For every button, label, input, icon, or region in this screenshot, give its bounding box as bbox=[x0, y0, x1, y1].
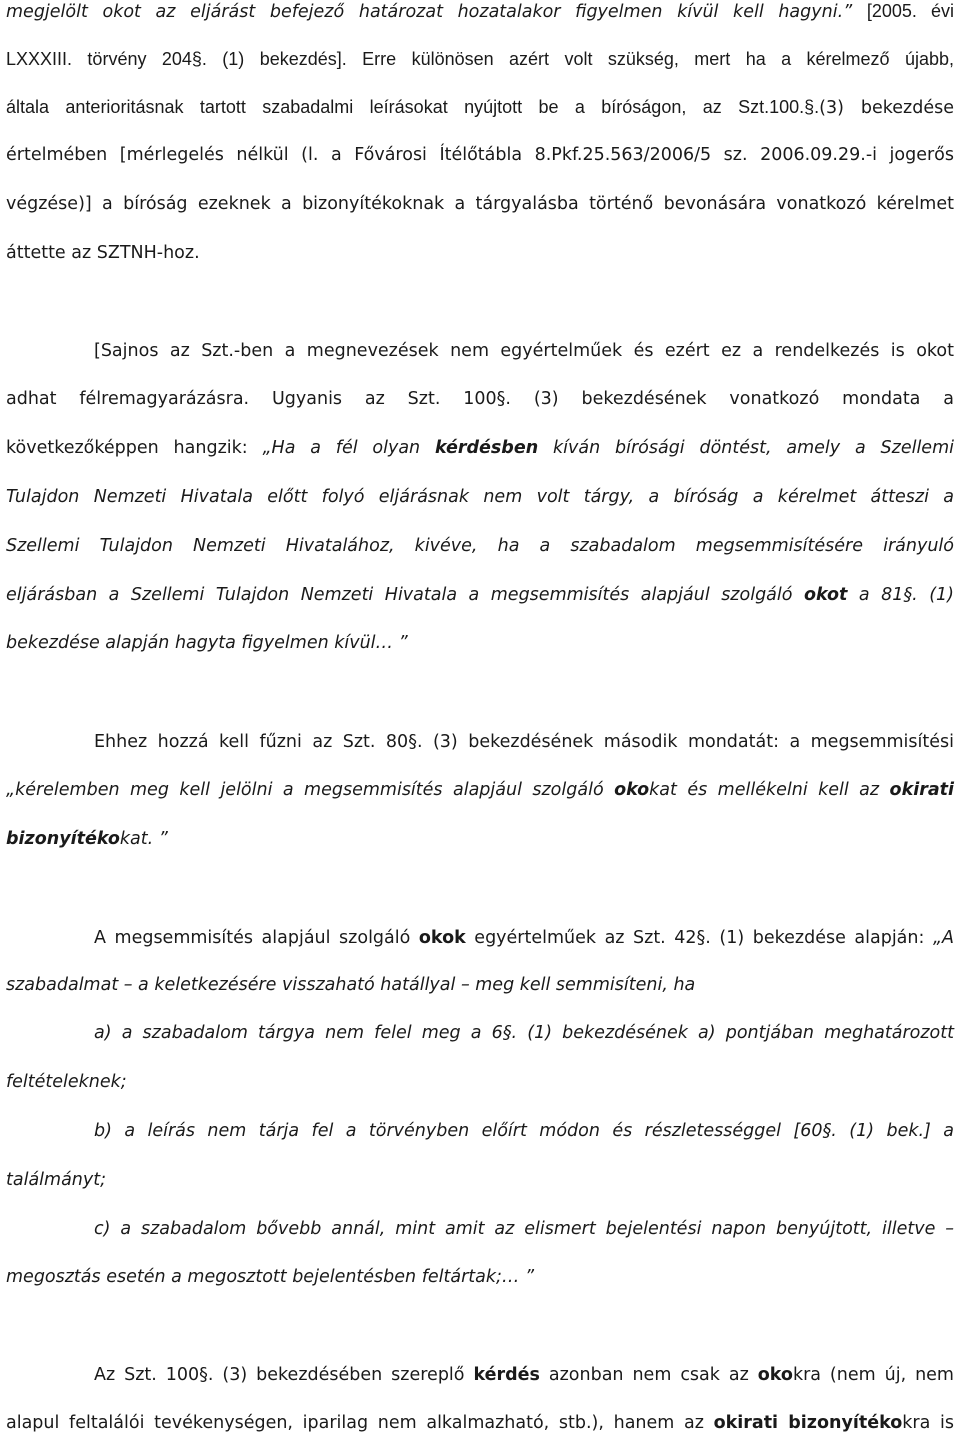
text-run: A megsemmisítés alapjául szolgáló bbox=[94, 928, 419, 948]
text-run: LXXXIII. törvény 204§. (1) bekezdés]. Erre különösen azért volt szükség, mert ha a kérelmező újabb, bbox=[6, 49, 954, 69]
text-line bbox=[6, 1167, 954, 1193]
text-run: oko bbox=[757, 1365, 793, 1385]
text-line bbox=[6, 1410, 954, 1436]
text-line bbox=[6, 533, 954, 559]
text-line bbox=[6, 484, 954, 510]
text-run: értelmében [mérlegelés nélkül (l. a Fővárosi Ítélőtábla 8.Pkf.25.563/2006/5 sz. 2006.09.29.-i jogerős bbox=[6, 145, 954, 165]
text-run: c) a szabadalom bővebb annál, mint amit az elismert bejelentési napon benyújtott, illetve – bbox=[94, 1219, 954, 1239]
text-line bbox=[6, 0, 954, 24]
text-line bbox=[94, 1216, 954, 1242]
text-run: következőképpen hangzik: bbox=[6, 438, 263, 458]
text-line bbox=[6, 630, 954, 656]
text-run: eljárásban a Szellemi Tulajdon Nemzeti Hivatala a megsemmisítés alapjául szolgáló bbox=[6, 585, 804, 605]
text-line bbox=[6, 386, 954, 412]
text-run: [2005. évi bbox=[866, 1, 955, 21]
text-line bbox=[6, 191, 954, 217]
text-run: feltételeknek; bbox=[6, 1072, 127, 1092]
text-run: kat. ” bbox=[119, 829, 168, 849]
text-run: okot bbox=[803, 585, 848, 605]
text-run: „kérelemben meg kell jelölni a megsemmisítés alapjául szolgáló bbox=[6, 780, 615, 800]
text-line bbox=[94, 1020, 954, 1046]
text-run: egyértelműek az Szt. 42§. (1) bekezdése alapján: bbox=[465, 928, 933, 948]
text-line bbox=[6, 826, 954, 852]
text-line bbox=[6, 240, 954, 266]
text-run: bizonyítéko bbox=[6, 829, 120, 849]
text-run: [Sajnos az Szt.-ben a megnevezések nem egyértelműek és ezért ez a rendelkezés is okot bbox=[94, 341, 954, 361]
text-line bbox=[94, 338, 954, 364]
text-line bbox=[6, 46, 954, 72]
text-run: kíván bírósági döntést, amely a Szellemi bbox=[538, 438, 954, 458]
text-run: bekezdése alapján hagyta figyelmen kívül… ” bbox=[6, 633, 408, 653]
text-run: okirati bbox=[889, 780, 955, 800]
text-line bbox=[94, 729, 954, 755]
text-line bbox=[6, 1069, 954, 1095]
text-line bbox=[94, 1118, 954, 1144]
text-run: kra (nem új, nem bbox=[792, 1365, 954, 1385]
text-run: kat és mellékelni kell az bbox=[649, 780, 890, 800]
text-run: találmányt; bbox=[6, 1170, 107, 1190]
text-run: b) a leírás nem tárja fel a törvényben előírt módon és részletességgel [60§. (1) bek.] a bbox=[94, 1121, 954, 1141]
text-line bbox=[6, 435, 954, 461]
text-line bbox=[6, 142, 954, 168]
text-line bbox=[6, 94, 954, 120]
text-line bbox=[6, 1264, 954, 1290]
text-run: kérdésben bbox=[434, 438, 539, 458]
text-run: általa anterioritásnak tartott szabadalmi leírásokat nyújtott be a bíróságon, az Szt.100.§. bbox=[6, 97, 820, 117]
text-run: megosztás esetén a megosztott bejelentésben feltártak;… ” bbox=[6, 1267, 535, 1287]
text-run: (3) bekezdése bbox=[819, 98, 954, 118]
text-line bbox=[6, 582, 954, 608]
text-run: Ehhez hozzá kell fűzni az Szt. 80§. (3) bekezdésének második mondatát: a megsemmisítési bbox=[94, 732, 954, 752]
text-run: okirati bizonyítéko bbox=[713, 1413, 903, 1433]
text-run: a 81§. (1) bbox=[847, 585, 954, 605]
text-run: megjelölt okot az eljárást befejező határozat hozatalakor figyelmen kívül kell hagyni.” bbox=[6, 2, 867, 22]
text-run: kra is bbox=[902, 1413, 954, 1433]
text-line bbox=[6, 777, 954, 803]
text-run: adhat félremagyarázásra. Ugyanis az Szt. 100§. (3) bekezdésének vonatkozó mondata a bbox=[6, 389, 954, 409]
text-line bbox=[94, 925, 954, 951]
text-run: Tulajdon Nemzeti Hivatala előtt folyó eljárásnak nem volt tárgy, a bíróság a kérelmet átteszi a bbox=[6, 487, 954, 507]
text-run: a) a szabadalom tárgya nem felel meg a 6§. (1) bekezdésének a) pontjában meghatározott bbox=[94, 1023, 954, 1043]
text-run: azonban nem csak az bbox=[539, 1365, 758, 1385]
text-run: „A bbox=[932, 928, 954, 948]
text-run: okok bbox=[418, 928, 466, 948]
text-run: szabadalmat – a keletkezésére visszaható hatállyal – meg kell semmisíteni, ha bbox=[6, 975, 696, 995]
text-line bbox=[94, 1362, 954, 1388]
text-run: Az Szt. 100§. (3) bekezdésében szereplő bbox=[94, 1365, 474, 1385]
text-run: alapul feltalálói tevékenységen, iparilag nem alkalmazható, stb.), hanem az bbox=[6, 1413, 714, 1433]
text-line bbox=[6, 972, 954, 998]
text-run: végzése)] a bíróság ezeknek a bizonyítékoknak a tárgyalásba történő bevonására vonatkozó kérelmet bbox=[6, 194, 954, 214]
text-run: Szellemi Tulajdon Nemzeti Hivatalához, kivéve, ha a szabadalom megsemmisítésére irányuló bbox=[6, 536, 954, 556]
text-run: áttette az SZTNH-hoz. bbox=[6, 243, 200, 263]
text-run: kérdés bbox=[473, 1365, 540, 1385]
text-run: oko bbox=[614, 780, 650, 800]
text-run: „Ha a fél olyan bbox=[262, 438, 435, 458]
